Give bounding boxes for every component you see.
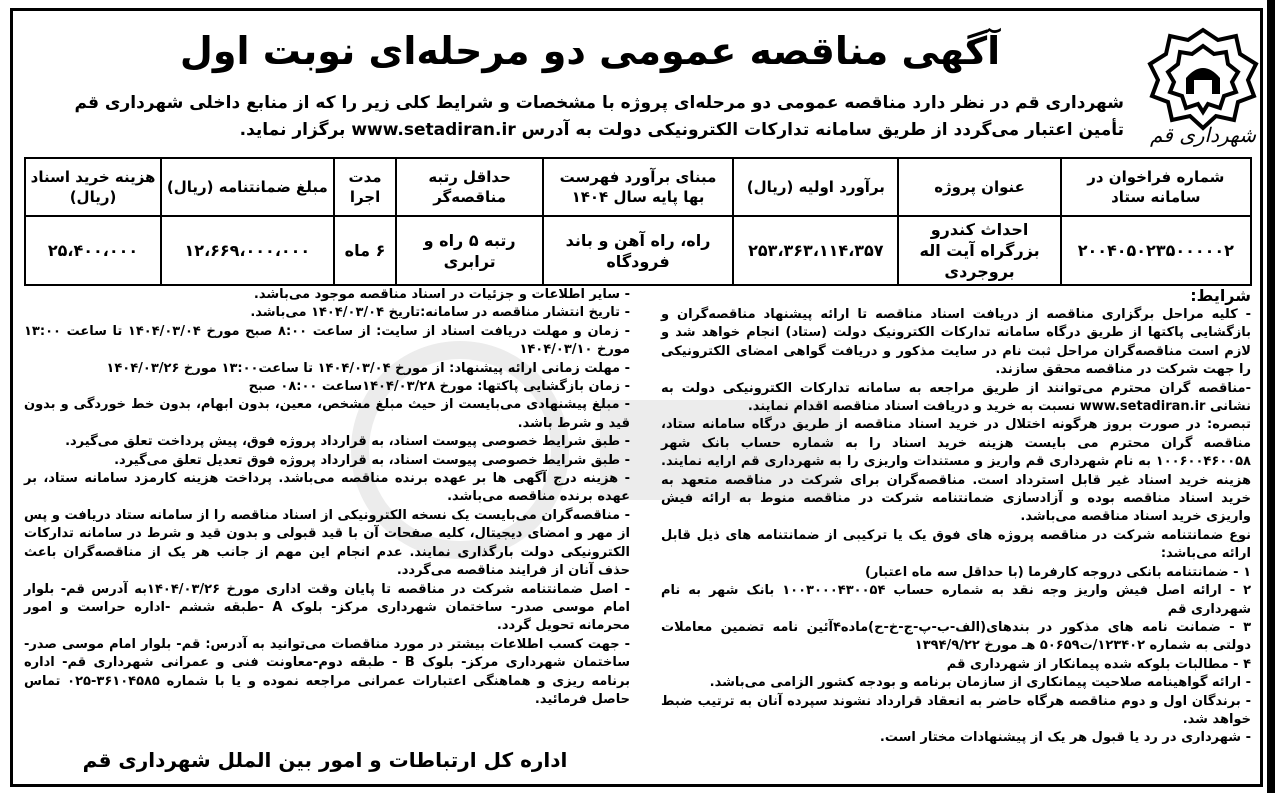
cell-initial-estimate: ۲۵۳،۳۶۳،۱۱۴،۳۵۷: [733, 216, 898, 285]
cell-call-number: ۲۰۰۴۰۵۰۲۳۵۰۰۰۰۰۲: [1061, 216, 1251, 285]
note-text: در صورت بروز هرگونه اختلال در خرید اسناد مناقصه از طریق درگاه سامانه ستاد، مناقصه گران محترم می بایست هزینه خرید اسناد را به شماره حساب بانک شهر ۱۰۰۶۰۰۴۶۰۰۵۸ به نام شهرداری قم واریز و مستندات واریزی را به شهرداری قم ارایه نمایند. هزینه خرید اسناد غیر قابل استرداد است. مناقصه‌گران برای شرکت در مناقصه متعهد به خرید اسناد مناقصه بوده و آزادسازی ضمانتنامه شرکت در مناقصه منوط به ارائه فیش واریزی خرید اسناد مناقصه می‌باشد.: [661, 417, 1251, 525]
intro-text: مناقصه عمومی دو مرحله‌ای پروژه با مشخصات و شرایط کلی زیر را که از منابع داخلی شهرداری قم تأمین اعتبار می‌گردد از طریق سامانه تدارکات الکترونیکی دولت به آدرس: [74, 93, 1124, 140]
cell-min-rank: رتبه ۵ راه و ترابری: [396, 216, 542, 285]
signature: اداره کل ارتباطات و امور بین الملل شهرداری قم: [82, 748, 568, 772]
condition-note: [661, 416, 1251, 526]
detail-item: - هزینه درج آگهی ها بر عهده برنده مناقصه می‌باشد. پرداخت هزینه کارمزد سامانه ستاد، بر عهده برنده مناقصه می‌باشد.: [24, 471, 630, 505]
condition-item: نوع ضمانتنامه شرکت در مناقصه پروژه های فوق یک یا ترکیبی از ضمانتنامه های ذیل قابل ارائه می‌باشد:: [661, 527, 1251, 562]
condition-item: - برندگان اول و دوم مناقصه هرگاه حاضر به انعقاد قرارداد نشوند سپرده آنان به ترتیب ضبط خواهد شد.: [661, 693, 1251, 727]
detail-item: - اصل ضمانتنامه شرکت در مناقصه تا پایان وقت اداری مورخ ۱۴۰۴/۰۳/۲۶به آدرس قم- بلوار امام موسی صدر- ساختمان شهرداری مرکز- بلوک A -طبقه ششم -اداره حراست و امور محرمانه تحویل گردد.: [24, 581, 630, 634]
header-duration: مدت اجرا: [334, 158, 397, 216]
header-project-title: عنوان پروژه: [898, 158, 1060, 216]
intro-website-link[interactable]: www.setadiran.ir: [351, 120, 516, 140]
page-edge: [1267, 0, 1275, 793]
detail-item: - طبق شرایط خصوصی پیوست اسناد، به قرارداد پروژه فوق تعدیل تعلق می‌گیرد.: [114, 452, 630, 468]
notice-intro: [24, 90, 1124, 144]
notice-title: آگهی مناقصه عمومی دو مرحله‌ای نوبت اول: [179, 29, 1001, 73]
header-min-rank: حداقل رتبه مناقصه‌گر: [396, 158, 542, 216]
condition-item: - کلیه مراحل برگزاری مناقصه از دریافت اسناد مناقصه تا ارائه پیشنهاد مناقصه‌گران و بازگشایی پاکتها از طریق درگاه سامانه تدارکات الکترونیک دولت (ستاد) انجام خواهد شد و لازم است مناقصه‌گران مراحل ثبت نام در سایت مذکور و دریافت گواهی امضای الکترونیکی را جهت شرکت در مناقصه محقق سازند.: [661, 307, 1251, 378]
cell-duration: ۶ ماه: [334, 216, 397, 285]
detail-item: - طبق شرایط خصوصی پیوست اسناد، به قرارداد پروژه فوق، پیش پرداخت تعلق می‌گیرد.: [65, 434, 630, 450]
tender-table: [24, 157, 1252, 286]
header-estimate-basis: مبنای برآورد فهرست بها پایه سال ۱۴۰۴: [543, 158, 733, 216]
intro-end: برگزار نماید.: [239, 120, 346, 140]
detail-item: - جهت کسب اطلاعات بیشتر در مورد مناقصات می‌توانید به آدرس: قم- بلوار امام موسی صدر- ساختمان شهرداری مرکز- بلوک B - طبقه دوم-معاونت فنی و عمرانی شهرداری قم- اداره برنامه ریزی و هماهنگی اعتبارات عمرانی مراجعه نموده و یا با شماره ۳۶۱۰۴۵۸۵-۰۲۵ تماس حاصل فرمائید.: [24, 636, 630, 707]
cell-project-title: احداث کندرو بزرگراه آیت اله بروجردی: [898, 216, 1060, 285]
detail-item: - زمان بازگشایی پاکتها: مورخ ۱۴۰۴/۰۳/۲۸ساعت ۰۸:۰۰ صبح: [248, 379, 630, 395]
condition-item: - شهرداری در رد یا قبول هر یک از پیشنهادات مختار است.: [879, 730, 1251, 746]
condition-item: ۴ - مطالبات بلوکه شده پیمانکار از شهرداری قم: [946, 656, 1251, 672]
conditions-column: [661, 286, 1251, 748]
header-call-number: شماره فراخوان در سامانه ستاد: [1061, 158, 1251, 216]
condition-item: - ارائه گواهینامه صلاحیت پیمانکاری از سازمان برنامه و بودجه کشور الزامی می‌باشد.: [709, 675, 1251, 691]
condition-item: ۱ - ضمانتنامه بانکی دروجه کارفرما (با حداقل سه ماه اعتبار): [864, 564, 1251, 580]
condition-item: ۲ - ارائه اصل فیش واریز وجه نقد به شماره حساب ۱۰۰۳۰۰۰۴۳۰۰۵۴ بانک شهر به نام شهرداری قم: [661, 583, 1251, 617]
condition-item: ۳ - ضمانت نامه های مذکور در بندهای(الف-ب-پ-ج-خ-ح)ماده۴آئین نامه تضمین معاملات دولتی به شماره ۱۲۳۴۰۲/ت۵۰۶۵۹ هـ مورخ ۱۳۹۴/۹/۲۲: [661, 619, 1251, 654]
cell-document-cost: ۲۵،۴۰۰،۰۰۰: [25, 216, 161, 285]
table-row: [25, 216, 1251, 285]
cell-estimate-basis: راه، راه آهن و باند فرودگاه: [543, 216, 733, 285]
detail-item: - مناقصه‌گران می‌بایست یک نسخه الکترونیکی از اسناد مناقصه را از سامانه ستاد دریافت و پس از مهر و امضای دیجیتال، کلیه صفحات آن با قید قبولی و بدون قید و شرط در سامانه تدارکات الکترونیکی دولت بارگذاری نمایند. عدم انجام این مهم از جانب هر یک از مناقصه‌گران باعث حذف آنان از فرایند مناقصه می‌گردد.: [24, 507, 630, 579]
logo-text: شهرداری قم: [1149, 123, 1257, 147]
condition-item: -مناقصه گران محترم می‌توانند از طریق مراجعه به سامانه تدارکات الکترونیکی دولت به نشانی www.setadiran.ir نسبت به خرید و دریافت اسناد مناقصه اقدام نمایند.: [661, 380, 1251, 415]
detail-item: - مهلت زمانی ارائه پیشنهاد: از مورخ ۱۴۰۴/۰۳/۰۴ تا ساعت۱۳:۰۰ مورخ ۱۴۰۴/۰۳/۲۶: [106, 360, 630, 376]
details-column: [24, 286, 630, 709]
qom-municipality-logo: [1138, 22, 1268, 147]
intro-organization: شهرداری قم در نظر دارد: [912, 93, 1124, 113]
detail-item: - مبلغ پیشنهادی می‌بایست از حیث مبلغ مشخص، معین، بدون ابهام، بدون خط خوردگی و بدون قید و شرط باشد.: [24, 397, 630, 431]
header-initial-estimate: برآورد اولیه (ریال): [733, 158, 898, 216]
conditions-heading: شرایط:: [1190, 286, 1251, 305]
cell-guarantee-amount: ۱۲،۶۶۹،۰۰۰،۰۰۰: [161, 216, 334, 285]
detail-item: - سایر اطلاعات و جزئیات در اسناد مناقصه موجود می‌باشد.: [253, 287, 630, 302]
detail-item: - زمان و مهلت دریافت اسناد از سایت: از ساعت ۸:۰۰ صبح مورخ ۱۴۰۴/۰۳/۰۴ تا ساعت ۱۳:۰۰ مورخ ۱۴۰۴/۰۳/۱۰: [24, 323, 630, 358]
table-header-row: [25, 158, 1251, 216]
header-guarantee-amount: مبلغ ضمانتنامه (ریال): [161, 158, 334, 216]
detail-item: - تاریخ انتشار مناقصه در سامانه:تاریخ ۱۴۰۴/۰۳/۰۴ می‌باشد.: [250, 305, 630, 321]
header-document-cost: هزینه خرید اسناد (ریال): [25, 158, 161, 216]
note-label: تبصره:: [1207, 417, 1251, 433]
